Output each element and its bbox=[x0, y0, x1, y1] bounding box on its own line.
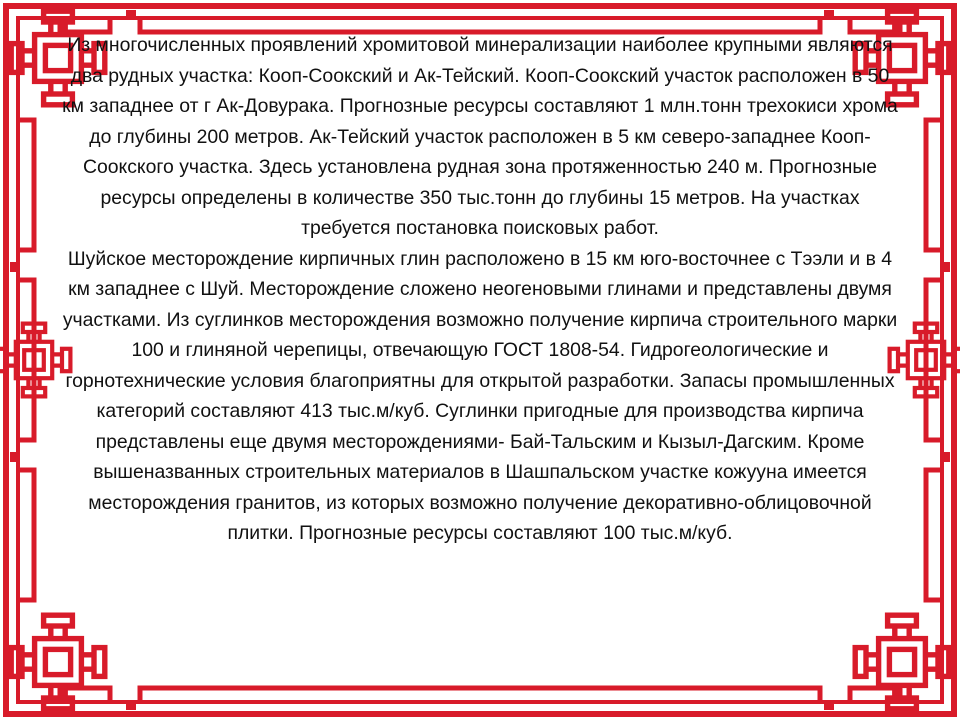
body-text bbox=[62, 30, 898, 700]
paragraph-clay-deposit: Шуйское месторождение кирпичных глин расположено в 15 км юго-восточнее с Тээли и в 4 км западнее с Шуй. Месторождение сложено неогеновыми глинами и представлены двумя участками. Из суглинков месторождения возможно получение кирпича строительного марки 100 и глиняной черепицы, отвечающую ГОСТ 1808-54. Гидрогеологические и горнотехнические условия благоприятны для открытой разработки. Запасы промышленных категорий составляют 413 тыс.м/куб. Суглинки пригодные для производства кирпича представлены еще двумя месторождениями- Бай-Тальским и Кызыл-Дагским. Кроме вышеназванных строительных материалов в Шашпальском участке кожууна имеется месторождения гранитов, из которых возможно получение декоративно-облицовочной плитки. Прогнозные ресурсы составляют 100 тыс.м/куб. bbox=[62, 247, 898, 544]
paragraph-chromite: Из многочисленных проявлений хромитовой минерализации наиболее крупными являются два рудных участка: Кооп-Соокский и Ак-Тейский. Кооп-Соокский участок расположен в 50 км западнее от г Ак-Довурака. Прогнозные ресурсы составляют 1 млн.тонн трехокиси хрома до глубины 200 метров. Ак-Тейский участок расположен в 5 км северо-западнее Кооп-Соокского участка. Здесь установлена рудная зона протяженностью 240 м. Прогнозные ресурсы определены в количестве 350 тыс.тонн до глубины 15 метров. На участках требуется постановка поисковых работ. bbox=[62, 34, 898, 239]
